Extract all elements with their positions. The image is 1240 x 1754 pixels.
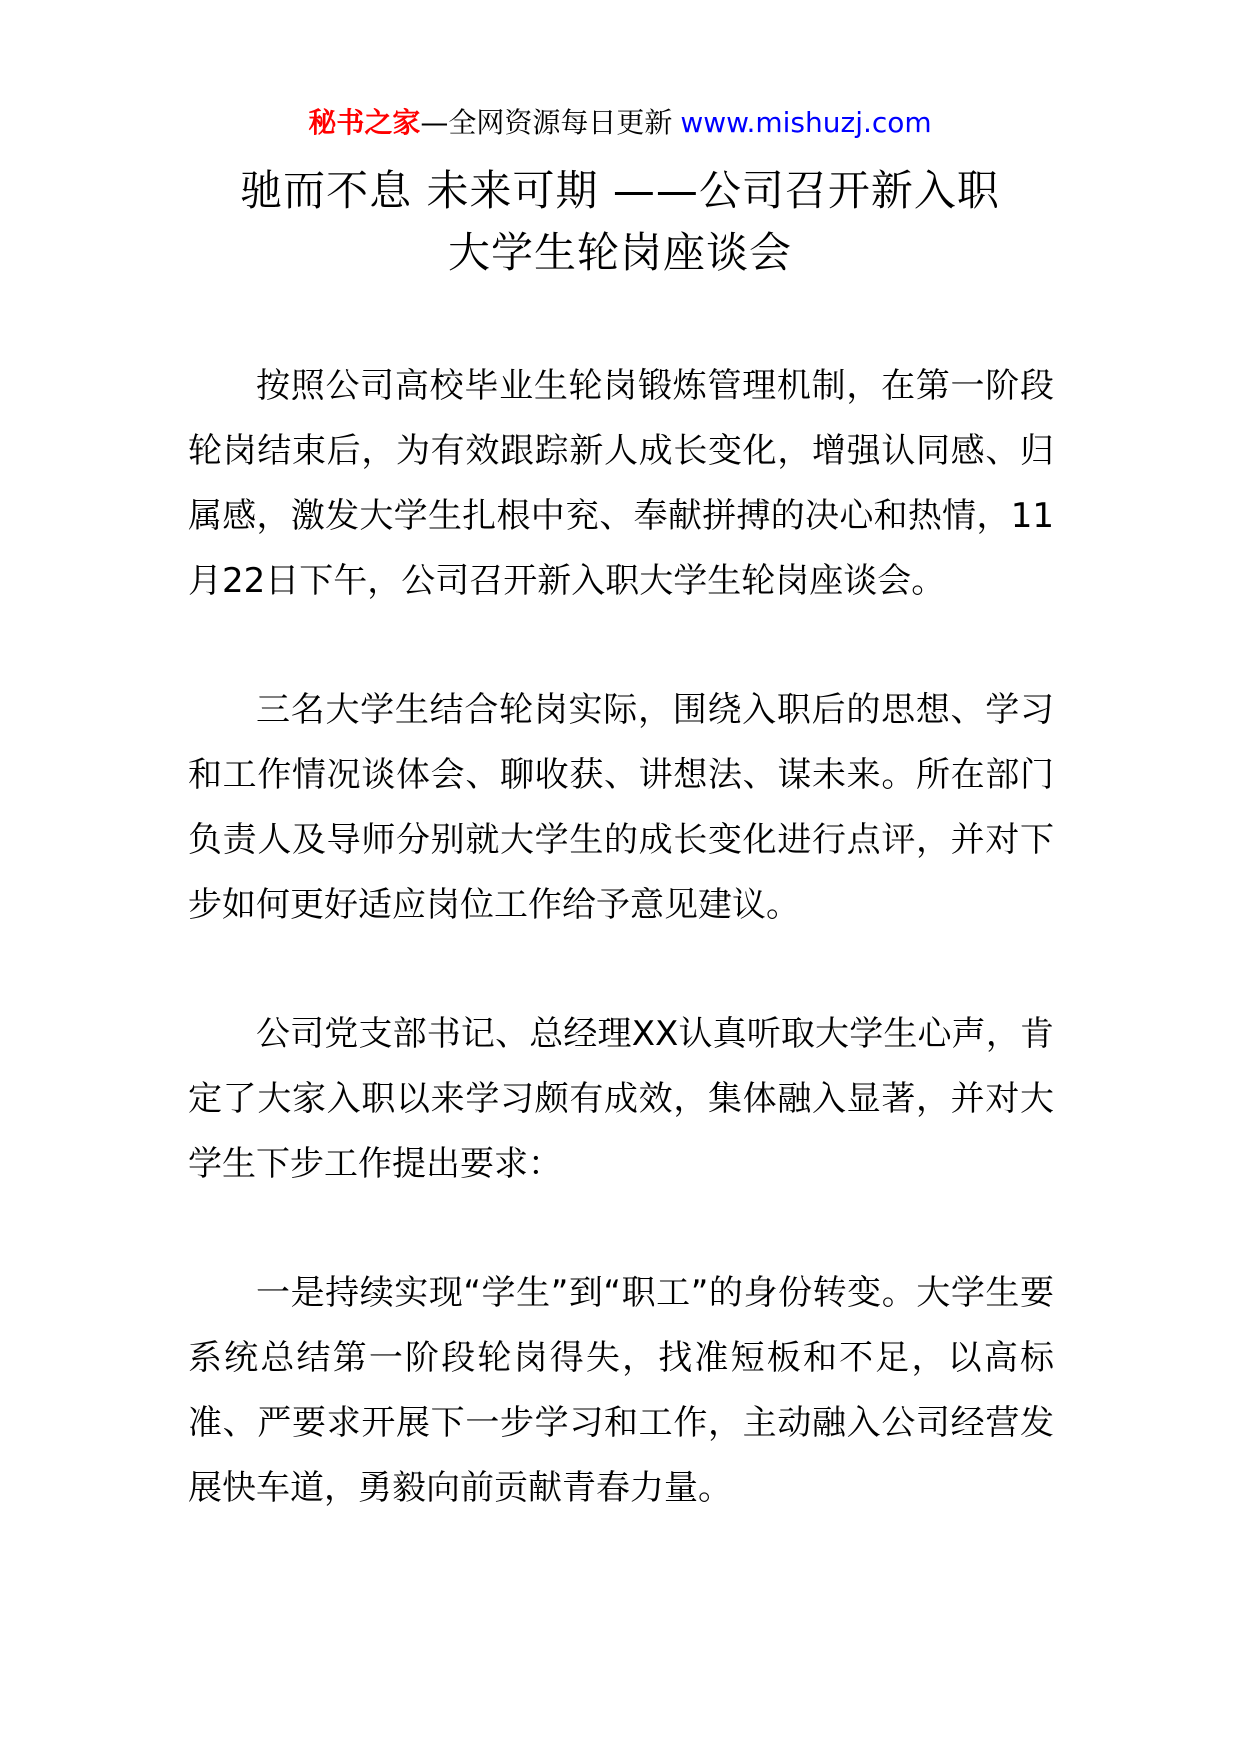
body-paragraph-2: 三名大学生结合轮岗实际，围绕入职后的思想、学习和工作情况谈体会、聊收获、讲想法、谋未来。所在部门负责人及导师分别就大学生的成长变化进行点评，并对下步如何更好适应岗位工作给予意见建议。 bbox=[188, 690, 1054, 925]
brand-name: 秘书之家 bbox=[308, 106, 421, 139]
header-slogan: —全网资源每日更新 bbox=[420, 106, 673, 139]
site-url-link[interactable]: www.mishuzj.com bbox=[680, 106, 932, 139]
site-header bbox=[0, 103, 1240, 143]
body-paragraph-4: 一是持续实现“学生”到“职工”的身份转变。大学生要系统总结第一阶段轮岗得失，找准短板和不足，以高标准、严要求开展下一步学习和工作，主动融入公司经营发展快车道，勇毅向前贡献青春力量。 bbox=[188, 1273, 1054, 1508]
title-line-2: 大学生轮岗座谈会 bbox=[447, 228, 792, 277]
title-line-1: 驰而不息 未来可期 ——公司召开新入职 bbox=[240, 166, 1000, 215]
document-title bbox=[150, 160, 1090, 284]
document-body bbox=[188, 354, 1054, 1585]
body-paragraph-1: 按照公司高校毕业生轮岗锻炼管理机制，在第一阶段轮岗结束后，为有效跟踪新人成长变化，增强认同感、归属感，激发大学生扎根中兖、奉献拼搏的决心和热情，11月22日下午，公司召开新入职大学生轮岗座谈会。 bbox=[188, 366, 1054, 601]
body-paragraph-3: 公司党支部书记、总经理XX认真听取大学生心声，肯定了大家入职以来学习颇有成效，集体融入显著，并对大学生下步工作提出要求： bbox=[188, 1014, 1054, 1184]
